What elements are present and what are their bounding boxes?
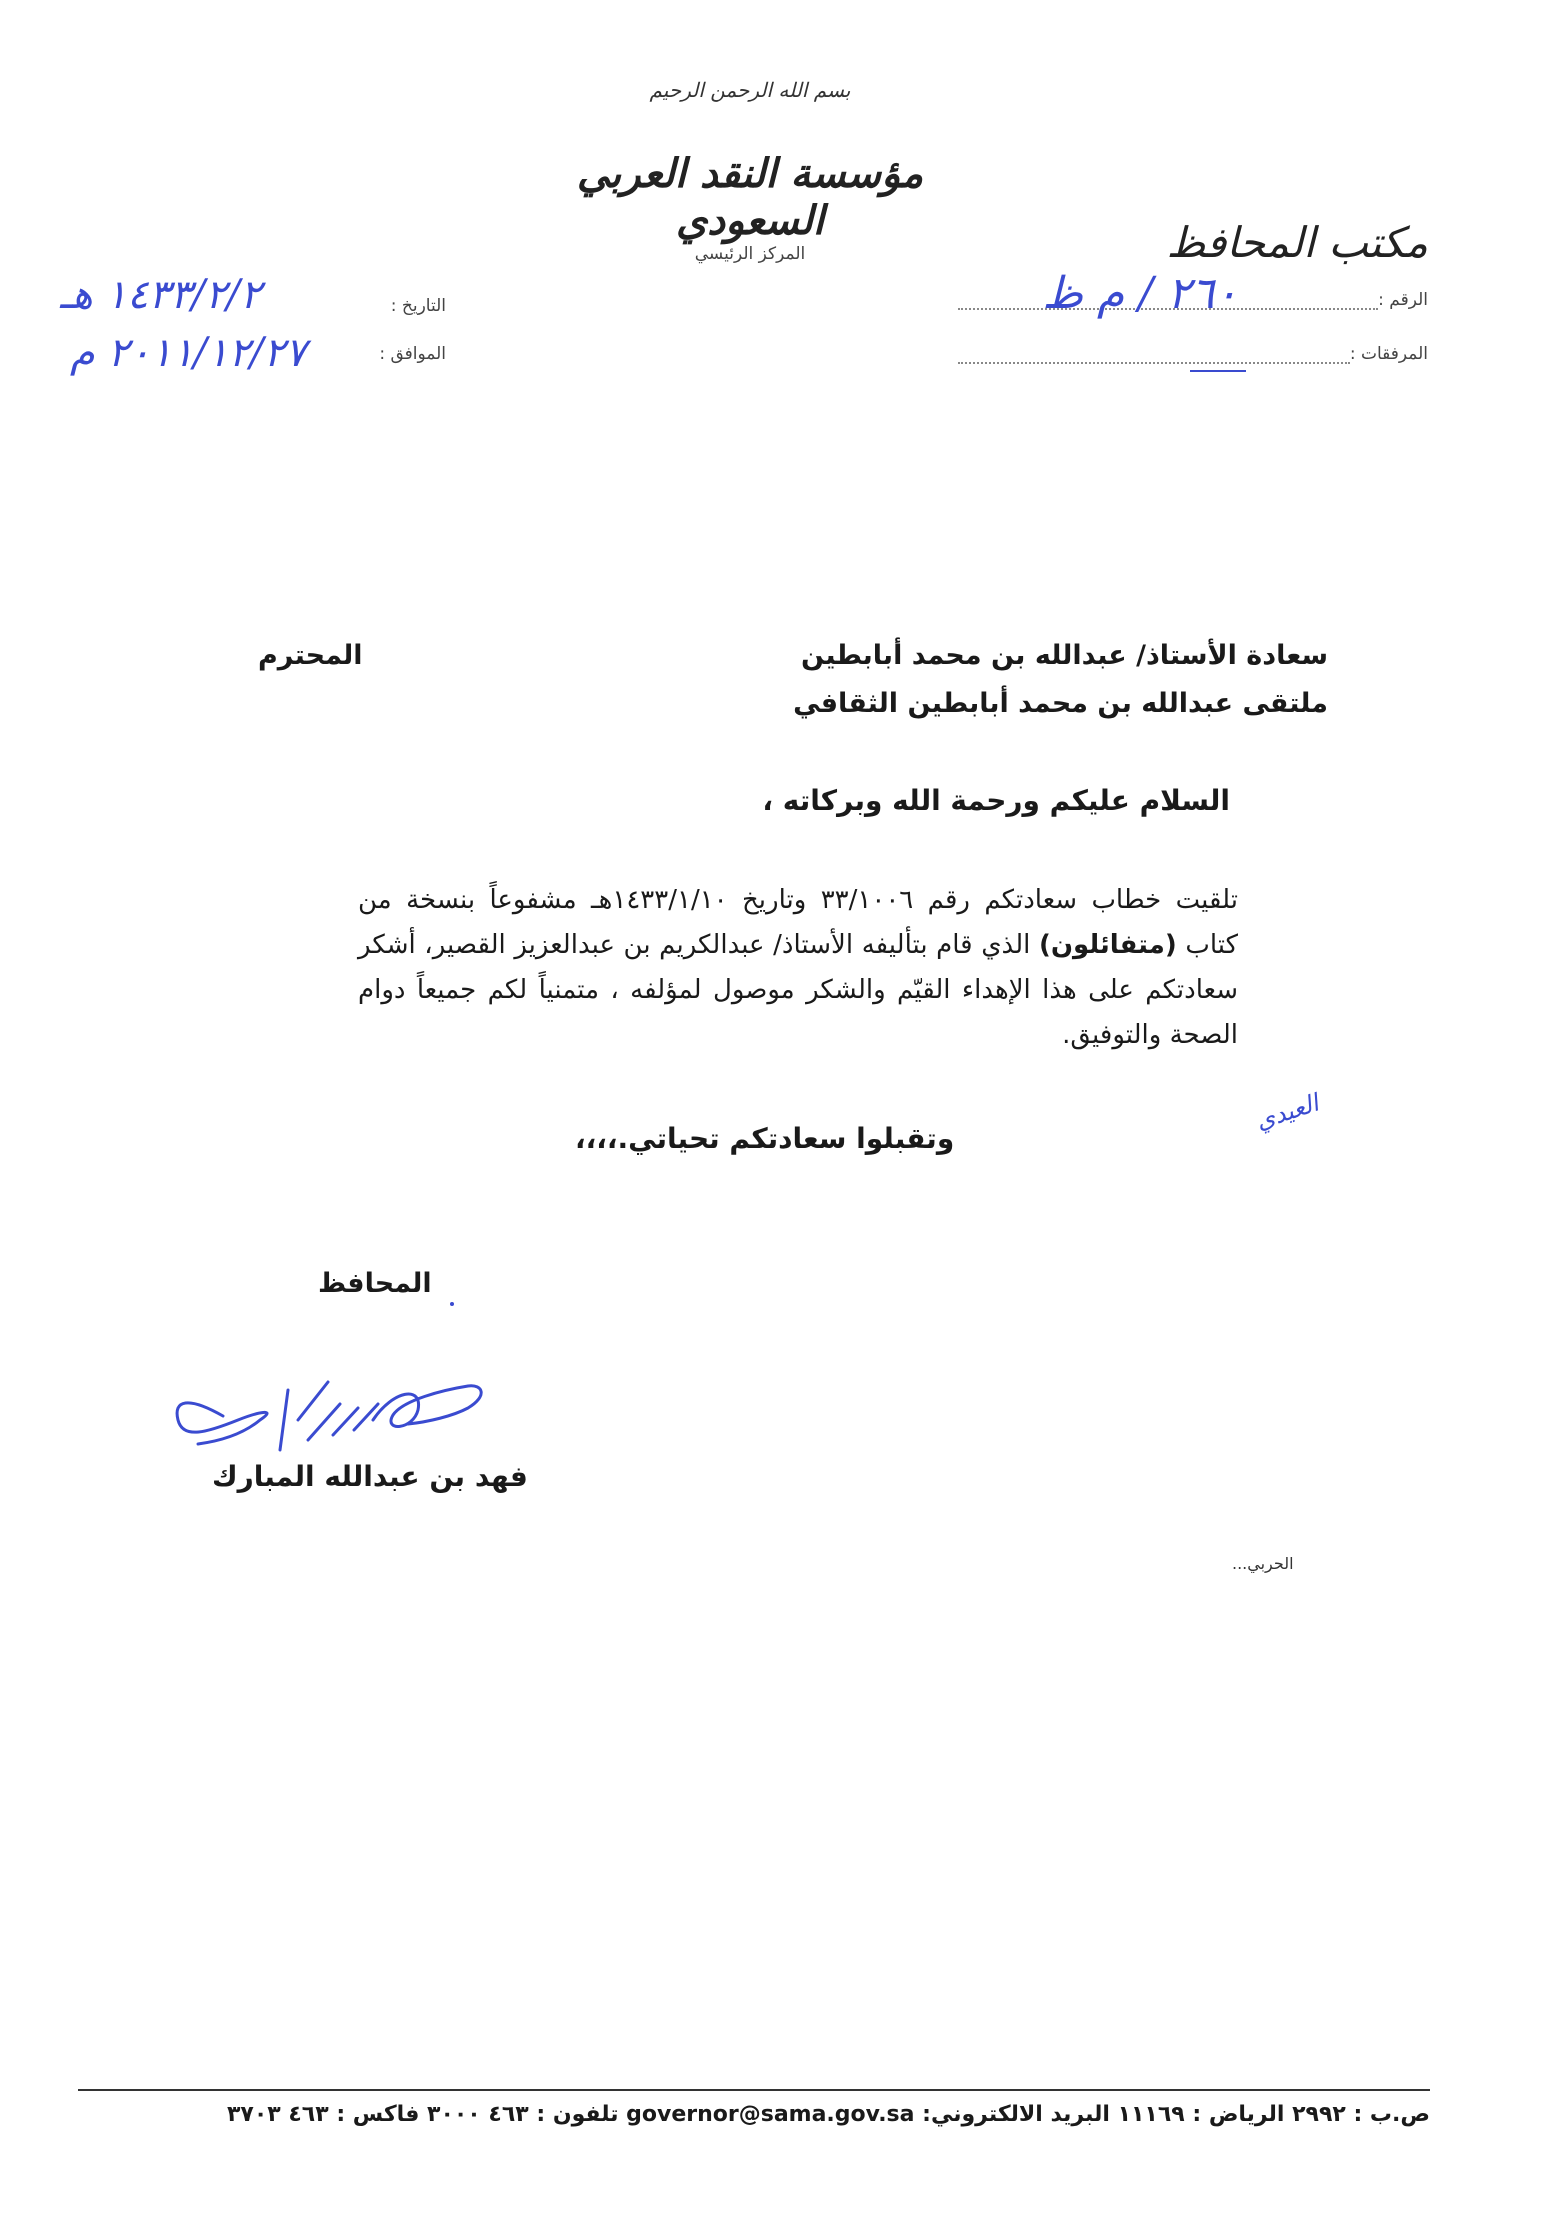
date-value: ١٤٣٣/٢/٢ هـ xyxy=(60,272,262,318)
letter-body xyxy=(358,878,1238,1058)
footer-divider xyxy=(78,2089,1430,2091)
office-title: مكتب المحافظ xyxy=(1166,218,1428,267)
letter-body-part-2: الذي قام بتأليفه الأستاذ/ عبدالكريم بن عبدالعزيز القصير، أشكر سعادتكم على هذا الإهداء القيّم والشكر موصول لمؤلفه ، متمنياً لكم جميعاً دوام الصحة والتوفيق. xyxy=(358,930,1238,1050)
signatory-name: فهد بن عبدالله المبارك xyxy=(212,1460,528,1493)
attachments-line xyxy=(958,348,1350,364)
greeting: السلام عليكم ورحمة الله وبركاته ، xyxy=(762,784,1230,817)
date-label: التاريخ : xyxy=(390,296,446,316)
date-field xyxy=(260,296,446,316)
margin-note: العيدي xyxy=(1252,1088,1322,1136)
letter-body-part-1: تلقيت خطاب سعادتكم رقم ٣٣/١٠٠٦ وتاريخ ١٤٣٣/١/١٠هـ مشفوعاً بنسخة من كتاب xyxy=(358,885,1238,960)
signatory-title: المحافظ xyxy=(318,1268,432,1299)
corresponding-label: الموافق : xyxy=(379,344,446,364)
honorific: المحترم xyxy=(258,640,363,671)
ink-dot xyxy=(450,1302,454,1306)
recipient-line-1: سعادة الأستاذ/ عبدالله بن محمد أبابطين xyxy=(801,640,1328,671)
basmala: بسم الله الرحمن الرحيم xyxy=(649,78,851,102)
book-title: (متفائلون) xyxy=(1038,930,1177,960)
closing: وتقبلوا سعادتكم تحياتي.،،،، xyxy=(575,1122,955,1155)
attachments-field xyxy=(958,344,1428,364)
footer-contact: ص.ب : ٢٩٩٢ الرياض : ١١١٦٩ البريد الالكتروني: governor@sama.gov.sa تلفون : ٤٦٣ ٣٠٠٠ فاكس : ٤٦٣ ٣٧٠٣ xyxy=(226,2102,1430,2127)
organization-name: مؤسسة النقد العربي السعودي xyxy=(576,150,924,244)
signature-image xyxy=(168,1360,508,1470)
recipient-line-2: ملتقى عبدالله بن محمد أبابطين الثقافي xyxy=(793,688,1328,719)
corresponding-value: ٢٠١١/١٢/٢٧ م xyxy=(70,330,307,376)
headquarters-label: المركز الرئيسي xyxy=(694,244,806,264)
attachments-dash xyxy=(1190,370,1246,372)
attachments-label: المرفقات : xyxy=(1349,344,1428,364)
typist-initials: الحربي... xyxy=(1232,1554,1294,1573)
number-value: ٢٦٠ / م ظ xyxy=(1042,268,1238,319)
number-label: الرقم : xyxy=(1378,290,1428,310)
